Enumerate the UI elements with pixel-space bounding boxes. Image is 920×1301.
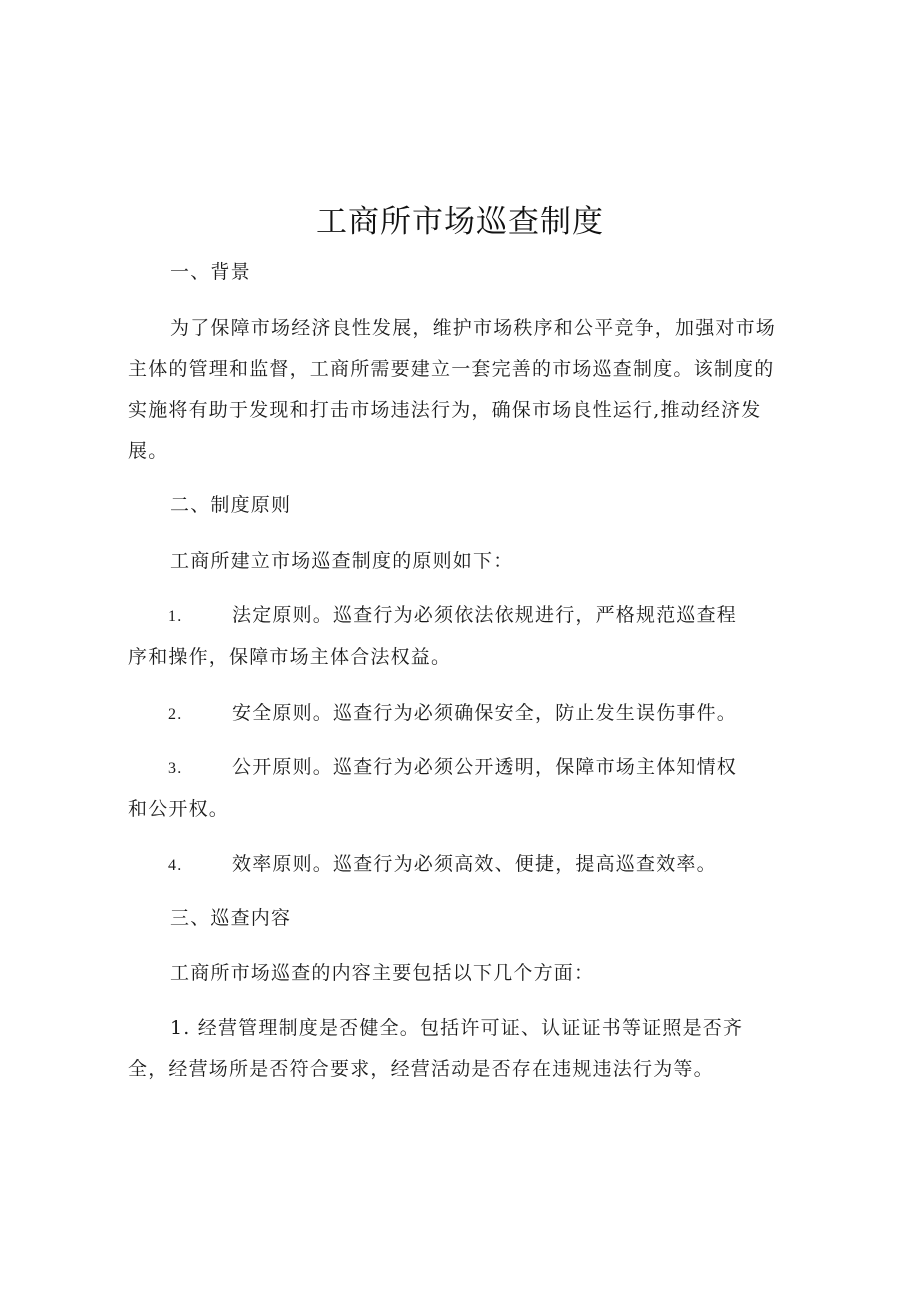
principles-intro: 工商所建立市场巡查制度的原则如下： [170, 550, 514, 572]
list-number: 2. [168, 706, 183, 723]
content-intro: 工商所市场巡查的内容主要包括以下几个方面： [170, 962, 595, 984]
list-number: 4. [168, 857, 183, 874]
content-item-1: 1. 经营管理制度是否健全。包括许可证、认证证书等证照是否齐全，经营场所是否符合要求，经营活动是否存在违规违法行为等。 [128, 1017, 744, 1080]
principle-item-1 [128, 595, 748, 678]
list-number: 1. [168, 608, 183, 625]
list-item-text: 公开原则。巡查行为必须公开透明，保障市场主体知情权 [232, 756, 738, 778]
list-item-text: 效率原则。巡查行为必须高效、便捷，提高巡查效率。 [232, 853, 717, 875]
list-item-text: 安全原则。巡查行为必须确保安全，防止发生误伤事件。 [232, 702, 738, 724]
principle-item-2 [128, 693, 748, 735]
list-item-text: 法定原则。巡查行为必须依法依规进行，严格规范巡查程 [232, 604, 738, 626]
document-title: 工商所市场巡查制度 [316, 204, 604, 240]
background-paragraph: 为了保障市场经济良性发展，维护市场秩序和公平竞争，加强对市场主体的管理和监督，工商所需要建立一套完善的市场巡查制度。该制度的实施将有助于发现和打击市场违法行为，确保市场良性运行,推动经济发展。 [128, 317, 777, 462]
principle-item-3 [128, 747, 748, 830]
list-item-continuation: 序和操作，保障市场主体合法权益。 [128, 646, 452, 668]
list-item-continuation: 和公开权。 [128, 798, 230, 820]
principle-item-4 [128, 844, 748, 886]
list-number: 3. [168, 760, 183, 777]
section-heading-background: 一、背景 [170, 261, 251, 283]
section-heading-principles: 二、制度原则 [170, 494, 292, 516]
section-heading-content: 三、巡查内容 [170, 907, 292, 929]
